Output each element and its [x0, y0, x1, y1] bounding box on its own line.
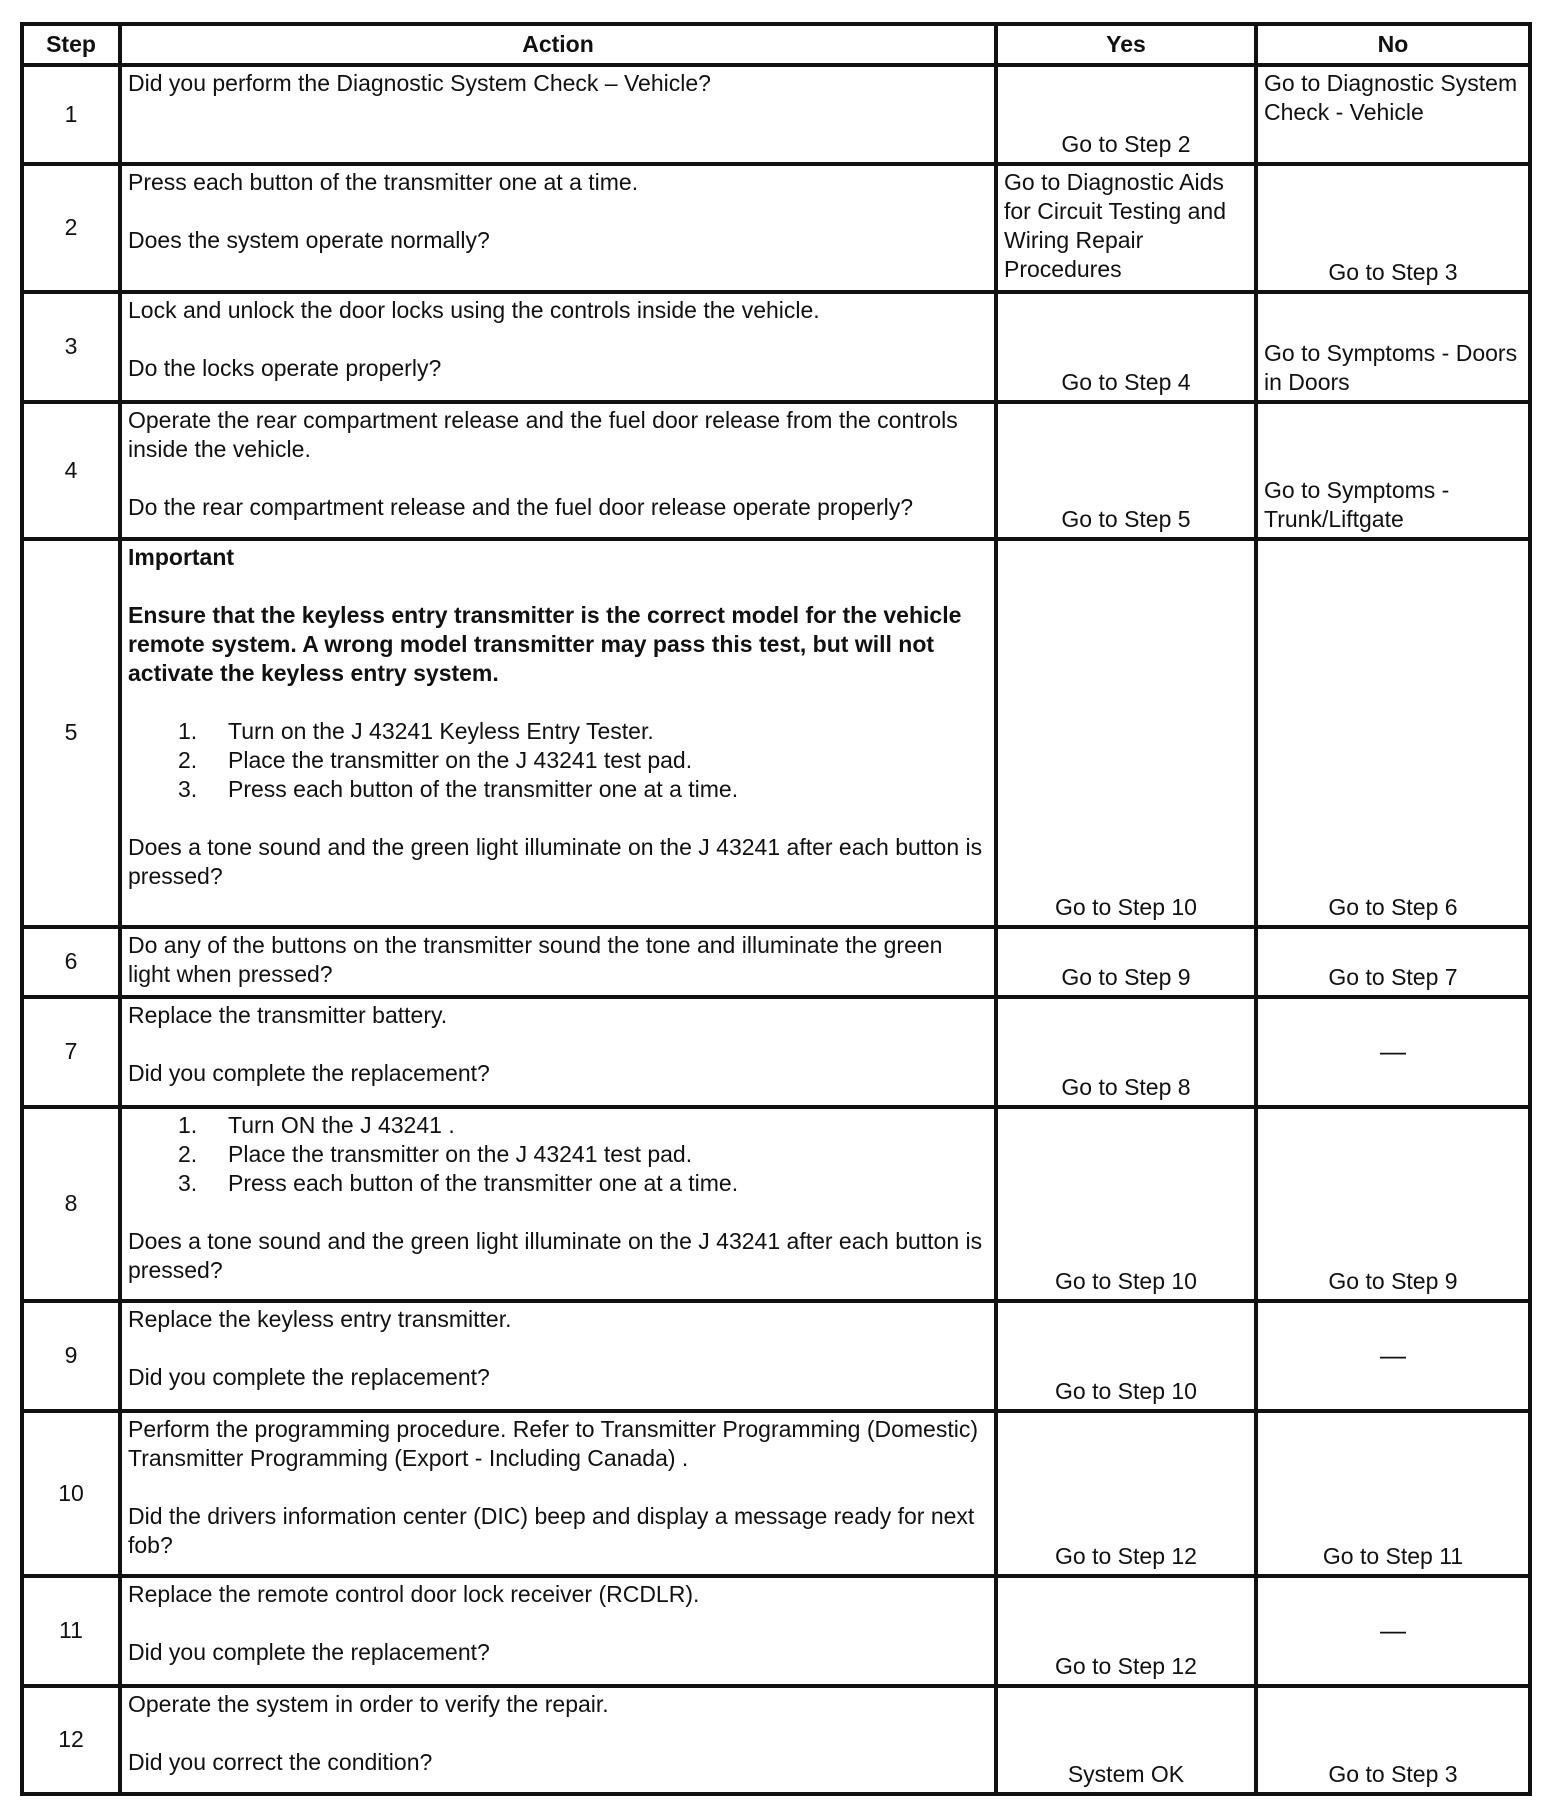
list-item [128, 1111, 988, 1140]
procedure-list [128, 717, 988, 804]
dash-mark: — [1380, 1035, 1406, 1066]
yes-cell: Go to Step 12 [996, 1411, 1256, 1576]
action-question: Did you complete the replacement? [128, 1639, 490, 1665]
list-text: Press each button of the transmitter one at a time. [228, 1170, 739, 1196]
no-cell: Go to Symptoms - Doors in Doors [1256, 292, 1530, 402]
action-text: Operate the system in order to verify the repair. [128, 1691, 609, 1717]
action-cell [120, 927, 996, 997]
list-item [128, 775, 988, 804]
no-cell: Go to Symptoms - Trunk/Liftgate [1256, 402, 1530, 539]
list-item [128, 717, 988, 746]
action-cell [120, 1576, 996, 1686]
list-number: 1. [178, 1112, 198, 1138]
important-title: Important [128, 544, 235, 570]
table-row [22, 1301, 1530, 1411]
action-cell [120, 65, 996, 164]
no-cell [1256, 1301, 1530, 1411]
yes-cell: System OK [996, 1686, 1256, 1794]
dash-mark: — [1380, 1339, 1406, 1370]
table-row [22, 927, 1530, 997]
list-text: Press each button of the transmitter one at a time. [228, 776, 739, 802]
no-cell [1256, 1576, 1530, 1686]
important-text: Ensure that the keyless entry transmitter is the correct model for the vehicle remote system. A wrong model transmitter may pass this test, but will not activate the keyless entry system. [128, 602, 962, 686]
yes-cell: Go to Step 10 [996, 1301, 1256, 1411]
list-number: 2. [178, 747, 198, 773]
action-cell [120, 1107, 996, 1301]
table-row [22, 1686, 1530, 1794]
step-number: 2 [22, 164, 120, 292]
yes-cell: Go to Step 2 [996, 65, 1256, 164]
no-cell: Go to Diagnostic System Check - Vehicle [1256, 65, 1530, 164]
dash-mark: — [1380, 1614, 1406, 1645]
step-number: 6 [22, 927, 120, 997]
table-row [22, 1107, 1530, 1301]
yes-cell: Go to Step 8 [996, 997, 1256, 1107]
table-row [22, 65, 1530, 164]
list-number: 3. [178, 1170, 198, 1196]
list-text: Place the transmitter on the J 43241 test pad. [228, 1141, 693, 1167]
header-action: Action [120, 24, 996, 65]
table-row [22, 164, 1530, 292]
step-number: 4 [22, 402, 120, 539]
action-cell [120, 402, 996, 539]
action-cell [120, 539, 996, 927]
action-question: Did the drivers information center (DIC) beep and display a message ready for next fob? [128, 1503, 975, 1558]
action-cell [120, 292, 996, 402]
yes-cell: Go to Step 12 [996, 1576, 1256, 1686]
no-cell: Go to Step 9 [1256, 1107, 1530, 1301]
action-text: Do any of the buttons on the transmitter sound the tone and illuminate the green light when pressed? [128, 932, 943, 987]
action-question: Does a tone sound and the green light illuminate on the J 43241 after each button is pressed? [128, 1228, 983, 1283]
no-cell: Go to Step 3 [1256, 164, 1530, 292]
action-text: Did you perform the Diagnostic System Check – Vehicle? [128, 70, 711, 96]
list-text: Turn ON the J 43241 . [228, 1112, 455, 1138]
no-cell [1256, 997, 1530, 1107]
yes-cell: Go to Step 10 [996, 1107, 1256, 1301]
action-text: Perform the programming procedure. Refer to Transmitter Programming (Domestic) Transmitter Programming (Export - Including Canada) . [128, 1416, 979, 1471]
no-cell: Go to Step 7 [1256, 927, 1530, 997]
action-cell [120, 1301, 996, 1411]
table-row [22, 539, 1530, 927]
list-item [128, 1169, 988, 1198]
action-cell [120, 1686, 996, 1794]
step-number: 11 [22, 1576, 120, 1686]
list-number: 3. [178, 776, 198, 802]
action-question: Does a tone sound and the green light illuminate on the J 43241 after each button is pressed? [128, 834, 983, 889]
table-row [22, 1576, 1530, 1686]
step-number: 9 [22, 1301, 120, 1411]
table-row [22, 402, 1530, 539]
list-number: 1. [178, 718, 198, 744]
header-no: No [1256, 24, 1530, 65]
action-text: Operate the rear compartment release and the fuel door release from the controls inside the vehicle. [128, 407, 958, 462]
header-step: Step [22, 24, 120, 65]
action-question: Did you complete the replacement? [128, 1060, 490, 1086]
action-question: Did you complete the replacement? [128, 1364, 490, 1390]
header-row [22, 24, 1530, 65]
action-text: Replace the transmitter battery. [128, 1002, 448, 1028]
list-text: Place the transmitter on the J 43241 test pad. [228, 747, 693, 773]
yes-cell: Go to Diagnostic Aids for Circuit Testing and Wiring Repair Procedures [996, 164, 1256, 292]
step-number: 1 [22, 65, 120, 164]
action-cell [120, 997, 996, 1107]
action-text: Replace the keyless entry transmitter. [128, 1306, 512, 1332]
action-question: Did you correct the condition? [128, 1749, 433, 1775]
list-number: 2. [178, 1141, 198, 1167]
action-cell [120, 1411, 996, 1576]
diagnostic-table [20, 22, 1532, 1796]
step-number: 3 [22, 292, 120, 402]
table-row [22, 1411, 1530, 1576]
no-cell: Go to Step 6 [1256, 539, 1530, 927]
list-item [128, 746, 988, 775]
no-cell: Go to Step 3 [1256, 1686, 1530, 1794]
step-number: 12 [22, 1686, 120, 1794]
action-text: Replace the remote control door lock receiver (RCDLR). [128, 1581, 700, 1607]
action-text: Press each button of the transmitter one at a time. [128, 169, 639, 195]
procedure-list [128, 1111, 988, 1198]
yes-cell: Go to Step 10 [996, 539, 1256, 927]
step-number: 10 [22, 1411, 120, 1576]
step-number: 7 [22, 997, 120, 1107]
action-text: Lock and unlock the door locks using the controls inside the vehicle. [128, 297, 820, 323]
table-row [22, 292, 1530, 402]
list-item [128, 1140, 988, 1169]
action-question: Does the system operate normally? [128, 227, 490, 253]
step-number: 5 [22, 539, 120, 927]
header-yes: Yes [996, 24, 1256, 65]
step-number: 8 [22, 1107, 120, 1301]
yes-cell: Go to Step 9 [996, 927, 1256, 997]
table-row [22, 997, 1530, 1107]
yes-cell: Go to Step 4 [996, 292, 1256, 402]
yes-cell: Go to Step 5 [996, 402, 1256, 539]
action-question: Do the locks operate properly? [128, 355, 442, 381]
action-cell [120, 164, 996, 292]
action-question: Do the rear compartment release and the fuel door release operate properly? [128, 494, 914, 520]
list-text: Turn on the J 43241 Keyless Entry Tester. [228, 718, 654, 744]
no-cell: Go to Step 11 [1256, 1411, 1530, 1576]
